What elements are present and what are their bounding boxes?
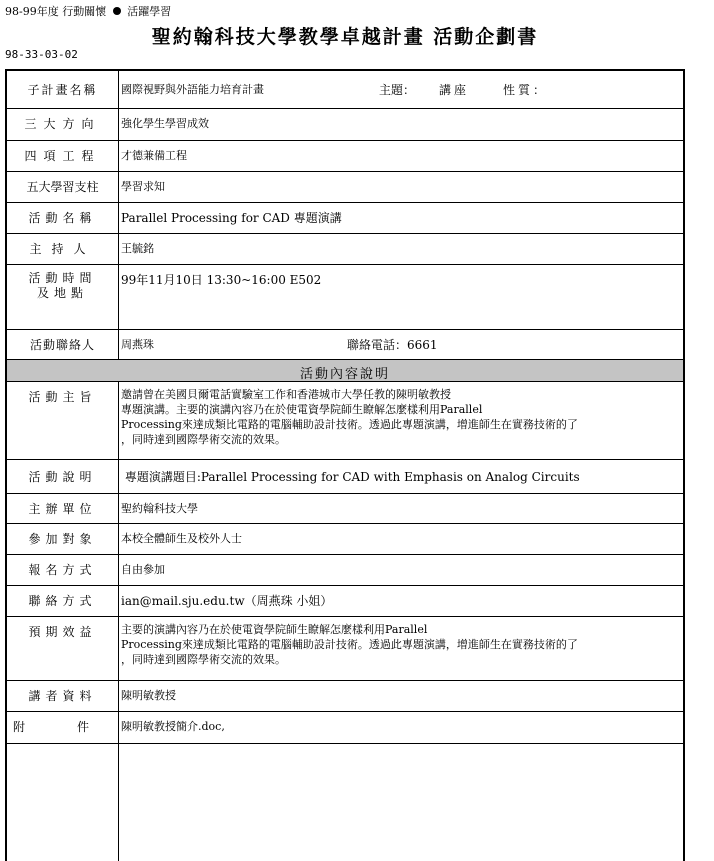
row-blank [7,744,683,861]
row-organizer [7,494,683,524]
phone-value: 6661 [407,338,438,352]
row-outcome [7,617,683,681]
contact-method-label: 聯絡方式 [7,586,119,616]
row-pillar [7,172,683,203]
phone-area [347,336,438,352]
outcome-line: Processing來達成類比電路的電腦輔助設計技術。透過此專題演講，增進師生在實務技術的了 [121,638,578,651]
row-contact [7,330,683,360]
description-text: 專題演講題目:Parallel Processing for CAD with Emphasis on Analog Circuits [121,470,580,484]
speaker-value: 陳明敏教授 [121,689,176,702]
row-contact-method [7,586,683,617]
theme-label: 主題： [379,83,416,97]
contact-person-value: 周燕珠 [121,338,154,351]
contact-label: 活動聯絡人 [7,330,119,359]
project-label: 四項工程 [7,141,119,171]
purpose-line: 邀請曾在美國貝爾電話實驗室工作和香港城市大學任教的陳明敏教授 [121,388,451,401]
phone-label: 聯絡電話： [347,338,408,352]
outcome-line: ，同時達到國際學術交流的效果。 [121,653,286,666]
row-direction [7,109,683,141]
time-place-value: 99年11月10日 13:30~16:00 E502 [121,273,322,287]
direction-value: 強化學生學習成效 [121,117,209,130]
document-number: 98-33-03-02 [5,48,78,61]
description-value [121,460,683,485]
row-speaker [7,681,683,712]
project-value: 才德兼備工程 [121,149,187,162]
time-place-label-line2: 及地點 [36,286,88,300]
row-attachment [7,712,683,744]
contact-value-area [121,330,683,352]
row-sub-plan [7,71,683,109]
purpose-label: 活動主旨 [7,382,119,459]
audience-label: 參加對象 [7,524,119,554]
plan-form-table [5,69,685,861]
nature-label: 性質： [503,83,549,97]
purpose-line: ，同時達到國際學術交流的效果。 [121,433,286,446]
year-label: 98-99年度 行動關懷 [5,5,107,18]
attachment-label: 附件 [7,712,119,743]
organizer-label: 主辦單位 [7,494,119,523]
pillar-value: 學習求知 [121,180,165,193]
section-content-header: 活動內容說明 [7,360,683,382]
signup-value: 自由參加 [121,563,165,576]
purpose-line: Processing來達成類比電路的電腦輔助設計技術。透過此專題演講，增進師生在實務技術的了 [121,418,578,431]
row-description [7,460,683,494]
time-place-label-line1: 活動時間 [28,271,97,285]
sub-plan-value: 國際視野與外語能力培育計畫 [121,83,264,96]
contact-method-value: ian@mail.sju.edu.tw（周燕珠 小姐） [121,594,333,608]
row-audience [7,524,683,555]
purpose-value [121,382,683,447]
outcome-line: 主要的演講內容乃在於使電資學院師生瞭解怎麼樣利用Parallel [121,623,428,636]
page-title: 聖約翰科技大學教學卓越計畫 活動企劃書 [151,26,539,48]
purpose-line: 專題演講。主要的演講內容乃在於使電資學院師生瞭解怎麼樣利用Parallel [121,403,483,416]
direction-label: 三大方向 [7,109,119,140]
row-time-place [7,265,683,330]
row-signup [7,555,683,586]
pillar-label: 五大學習支柱 [7,172,119,202]
header-year-line [5,3,171,19]
attachment-value[interactable]: 陳明敏教授簡介.doc, [121,720,225,733]
row-purpose [7,382,683,460]
host-label: 主持人 [7,234,119,264]
audience-value: 本校全體師生及校外人士 [121,532,242,545]
theme-value: 講座 [439,83,470,97]
sub-plan-value-area [121,71,683,97]
row-host [7,234,683,265]
activity-name-value: Parallel Processing for CAD 專題演講 [121,211,342,225]
bullet-label: 活躍學習 [127,5,172,18]
description-label: 活動說明 [7,460,119,493]
time-place-label [7,265,119,329]
row-activity-name [7,203,683,234]
blank-label-cell [7,744,119,861]
sub-plan-label: 子計畫名稱 [7,71,119,108]
outcome-label: 預期效益 [7,617,119,680]
outcome-value [121,617,683,667]
signup-label: 報名方式 [7,555,119,585]
bullet-icon [113,7,121,15]
organizer-value: 聖約翰科技大學 [121,502,198,515]
speaker-label: 講者資料 [7,681,119,711]
host-value: 王毓銘 [121,242,154,255]
row-project [7,141,683,172]
activity-name-label: 活動名稱 [7,203,119,233]
